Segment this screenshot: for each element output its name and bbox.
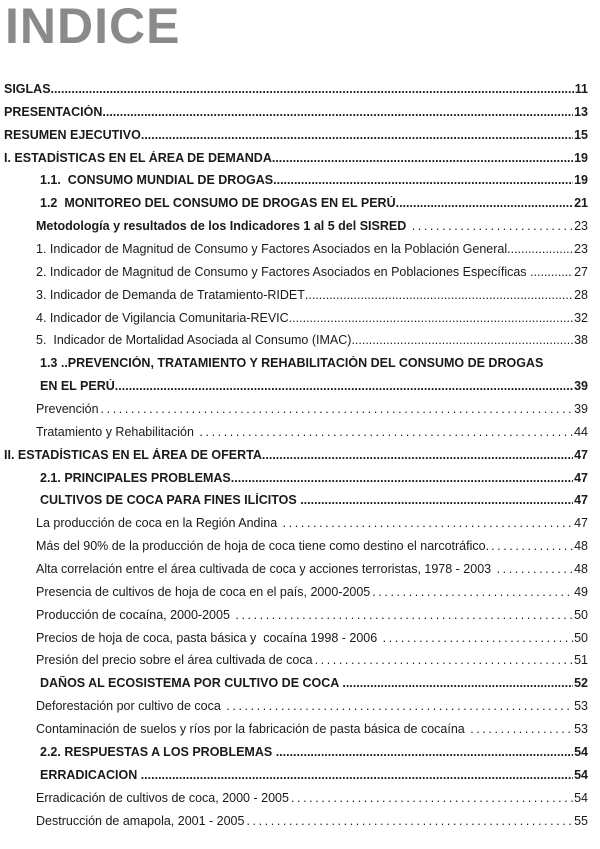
- toc-page-number: 47: [574, 470, 588, 485]
- toc-page-number: 48: [574, 562, 588, 577]
- toc-leader: [351, 333, 573, 347]
- toc-entry: [4, 265, 588, 288]
- toc-leader: [381, 631, 573, 645]
- toc-entry-label: Presencia de cultivos de hoja de coca en el país, 2000-2005: [36, 584, 371, 599]
- toc-entry-label: 1.3 ..PREVENCIÓN, TRATAMIENTO Y REHABILITACIÓN DEL CONSUMO DE DROGAS: [40, 356, 544, 371]
- toc-leader: [300, 493, 573, 507]
- toc-entry-label: 1.1. CONSUMO MUNDIAL DE DROGAS: [40, 173, 274, 188]
- toc-page-number: 19: [574, 173, 588, 188]
- toc-page-number: 52: [574, 676, 588, 691]
- toc-entry-label: Tratamiento y Rehabilitación: [36, 424, 198, 439]
- toc-entry-label: Metodología y resultados de los Indicadores 1 al 5 del SISRED: [36, 219, 410, 234]
- toc-entry: [4, 82, 588, 105]
- toc-entry-label: 2. Indicador de Magnitud de Consumo y Factores Asociados en Poblaciones Específicas: [36, 264, 531, 279]
- toc-entry-label: Alta correlación entre el área cultivada de coca y acciones terroristas, 1978 - 2003: [36, 562, 495, 577]
- toc-entry-label: Destrucción de amapola, 2001 - 2005: [36, 813, 245, 828]
- toc-entry: [4, 448, 588, 471]
- toc-entry-label: EN EL PERÚ: [40, 379, 115, 394]
- toc-entry-label: Prevención: [36, 402, 99, 417]
- toc-entry: [4, 516, 588, 539]
- toc-entry: [4, 151, 588, 174]
- toc-leader: [289, 311, 573, 325]
- toc-entry-label: 2.1. PRINCIPALES PROBLEMAS: [40, 470, 231, 485]
- toc-entry: [4, 288, 588, 311]
- toc-page-number: 53: [574, 722, 588, 737]
- toc-page-number: 44: [574, 424, 588, 439]
- toc-entry: [4, 356, 588, 379]
- toc-entry-label: Contaminación de suelos y ríos por la fabricación de pasta básica de cocaína: [36, 722, 469, 737]
- toc-page-number: 27: [574, 264, 588, 279]
- toc-entry: [4, 676, 588, 699]
- toc-entry: [4, 333, 588, 356]
- toc-page-number: 32: [574, 310, 588, 325]
- toc-entry-label: 4. Indicador de Vigilancia Comunitaria-REVIC: [36, 310, 289, 325]
- toc-page-number: 39: [574, 402, 588, 417]
- toc-entry: [4, 425, 588, 448]
- toc-entry-label: Precios de hoja de coca, pasta básica y cocaína 1998 - 2006: [36, 630, 381, 645]
- toc-entry-label: CULTIVOS DE COCA PARA FINES ILÍCITOS: [40, 493, 301, 508]
- toc-entry: [4, 311, 588, 334]
- toc-leader: [141, 128, 573, 142]
- toc-leader: [224, 699, 573, 713]
- toc-entry-label: Más del 90% de la producción de hoja de coca tiene como destino el narcotráfico.: [36, 539, 490, 554]
- toc-entry: [4, 722, 588, 745]
- toc-page-number: 50: [574, 630, 588, 645]
- toc-leader: [273, 173, 573, 187]
- toc-page-number: 54: [574, 744, 588, 759]
- toc-page-number: 23: [574, 219, 588, 234]
- toc-leader: [233, 608, 573, 622]
- toc-entry-label: II. ESTADÍSTICAS EN EL ÁREA DE OFERTA.: [4, 447, 266, 462]
- toc-entry: [4, 196, 588, 219]
- toc-entry-label: 5. Indicador de Mortalidad Asociada al Consumo (IMAC): [36, 333, 352, 348]
- toc-entry-label: 1.2 MONITOREO DEL CONSUMO DE DROGAS EN EL PERÚ: [40, 196, 396, 211]
- toc-entry: [4, 745, 588, 768]
- toc-leader: [281, 516, 573, 530]
- toc-page-number: 13: [574, 104, 588, 119]
- toc-leader: [468, 722, 573, 736]
- toc-leader: [289, 791, 573, 805]
- toc-leader: [305, 288, 573, 302]
- page-title: INDICE: [5, 0, 181, 54]
- toc-page-number: 11: [574, 82, 588, 96]
- toc-leader: [396, 196, 573, 210]
- toc-entry-label: La producción de coca en la Región Andina: [36, 516, 281, 531]
- toc-entry: [4, 768, 588, 791]
- toc-leader: [342, 676, 573, 690]
- toc-entry: [4, 128, 588, 151]
- toc-page-number: 15: [574, 127, 588, 142]
- toc-entry-label: RESUMEN EJECUTIVO: [4, 127, 141, 142]
- toc-list: [4, 82, 588, 836]
- toc-entry: [4, 631, 588, 654]
- toc-entry-label: Presión del precio sobre el área cultivada de coca: [36, 653, 313, 668]
- toc-entry: [4, 653, 588, 676]
- toc-entry: [4, 242, 588, 265]
- toc-leader: [530, 265, 573, 279]
- toc-page-number: 54: [574, 767, 588, 782]
- toc-leader: [99, 402, 574, 416]
- toc-leader: [265, 448, 573, 462]
- toc-entry-label: I. ESTADÍSTICAS EN EL ÁREA DE DEMANDA: [4, 150, 272, 165]
- toc-page-number: 50: [574, 607, 588, 622]
- toc-page-number: 54: [574, 790, 588, 805]
- toc-entry: [4, 814, 588, 837]
- toc-entry-label: Deforestación por cultivo de coca: [36, 699, 225, 714]
- toc-entry: [4, 539, 588, 562]
- toc-leader: [141, 768, 573, 782]
- toc-entry: [4, 219, 588, 242]
- toc-page-number: 38: [574, 333, 588, 348]
- toc-page-number: 21: [574, 196, 588, 211]
- toc-page-number: 39: [574, 379, 588, 394]
- toc-entry: [4, 585, 588, 608]
- toc-page-number: 51: [574, 653, 588, 668]
- toc-leader: [231, 471, 573, 485]
- toc-entry-label: Producción de cocaína, 2000-2005: [36, 607, 234, 622]
- toc-entry: [4, 699, 588, 722]
- toc-entry: [4, 379, 588, 402]
- toc-entry-label: 2.2. RESPUESTAS A LOS PROBLEMAS: [40, 744, 276, 759]
- toc-entry: [4, 471, 588, 494]
- toc-leader: [507, 242, 573, 256]
- toc-leader: [313, 653, 574, 667]
- toc-entry: [4, 791, 588, 814]
- toc-entry-label: Erradicación de cultivos de coca, 2000 - 2005: [36, 790, 289, 805]
- toc-page-number: 49: [574, 584, 588, 599]
- toc-page-number: 47: [574, 516, 588, 531]
- toc-entry: [4, 105, 588, 128]
- toc-entry: [4, 493, 588, 516]
- toc-leader: [115, 379, 573, 393]
- toc-page-number: 19: [574, 150, 588, 165]
- toc-entry-label: ERRADICACION: [40, 767, 141, 782]
- toc-entry-label: SIGLAS: [4, 82, 51, 96]
- toc-leader: [276, 745, 573, 759]
- toc-entry: [4, 608, 588, 631]
- toc-entry: [4, 562, 588, 585]
- toc-page-number: 48: [574, 539, 588, 554]
- toc-leader: [495, 562, 574, 576]
- toc-entry: [4, 402, 588, 425]
- toc-leader: [272, 151, 573, 165]
- toc-entry-label: DAÑOS AL ECOSISTEMA POR CULTIVO DE COCA: [40, 676, 343, 691]
- toc-page-number: 53: [574, 699, 588, 714]
- toc-entry-label: 3. Indicador de Demanda de Tratamiento-RIDET: [36, 287, 305, 302]
- toc-page-number: 28: [574, 287, 588, 302]
- toc-page-number: 47: [574, 447, 588, 462]
- toc-leader: [197, 425, 573, 439]
- toc-leader: [102, 105, 573, 119]
- toc-page-number: 23: [574, 242, 588, 257]
- toc-leader: [51, 82, 574, 96]
- toc-leader: [370, 585, 573, 599]
- toc-page-number: 47: [574, 493, 588, 508]
- toc-leader: [410, 219, 573, 233]
- toc-leader: [244, 814, 573, 828]
- toc-entry-label: PRESENTACIÓN: [4, 104, 103, 119]
- toc-entry-label: 1. Indicador de Magnitud de Consumo y Factores Asociados en la Población General: [36, 242, 508, 257]
- toc-leader: [489, 539, 573, 553]
- toc-page-number: 55: [574, 813, 588, 828]
- toc-entry: [4, 173, 588, 196]
